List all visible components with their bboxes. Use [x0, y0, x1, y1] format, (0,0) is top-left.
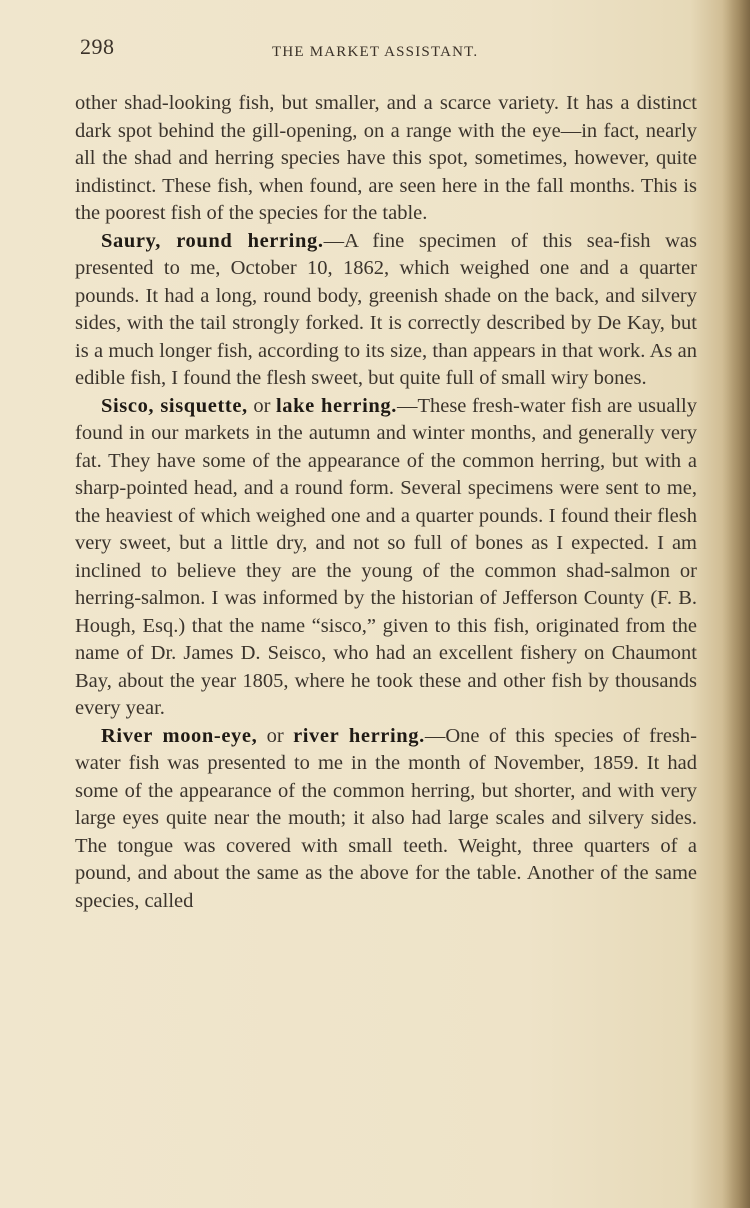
- entry-heading-alt: river herring.: [293, 724, 425, 747]
- paragraph-saury: [75, 228, 697, 393]
- paragraph-text: other shad-looking fish, but smaller, and a scarce variety. It has a distinct dark spot behind the gill-opening, on a range with the eye—in fact, nearly all the shad and herring species have this spot, sometimes, however, quite indistinct. These fish, when found, are seen here in the fall months. This is the poorest fish of the species for the table.: [75, 92, 697, 224]
- paragraph-sisco: [75, 393, 697, 723]
- page-body: [75, 90, 697, 915]
- spine-shadow: [722, 0, 750, 1208]
- page-number: 298: [80, 34, 115, 59]
- running-title: THE MARKET ASSISTANT.: [272, 44, 479, 60]
- paragraph-text: —A fine specimen of this sea-fish was presented to me, October 10, 1862, which weighed one and a quarter pounds. It had a long, round body, greenish shade on the back, and silvery sides, with the tail strongly forked. It is correctly described by De Kay, but is a much longer fish, according to its size, than appears in that work. As an edible fish, I found the flesh sweet, but quite full of small wiry bones.: [75, 229, 697, 389]
- paragraph-river-moon-eye: [75, 723, 697, 916]
- heading-separator: or: [247, 394, 276, 417]
- paragraph-text: —One of this species of fresh-water fish was presented to me in the month of November, 1859. It had some of the appearance of the common herring, but shorter, and with very large eyes quite near the mouth; it also had large scales and silvery sides. The tongue was covered with small teeth. Weight, three quarters of a pound, and about the same as the above for the table. Another of the same species, called: [75, 724, 697, 912]
- entry-heading: River moon-eye,: [101, 724, 258, 747]
- entry-heading-alt: lake herring.: [275, 394, 397, 417]
- entry-heading: Sisco, sisquette,: [101, 394, 248, 417]
- paragraph-shad-continuation: [75, 90, 697, 228]
- page-header: [80, 34, 700, 64]
- paragraph-text: —These fresh-water fish are usually found in our markets in the autumn and winter months, and generally very fat. They have some of the appearance of the common herring, but with a sharp-pointed head, and a round form. Several specimens were sent to me, the heaviest of which weighed one and a quarter pounds. I found their flesh very sweet, but a little dry, and not so full of bones as I expected. I am inclined to believe they are the young of the common shad-salmon or herring-salmon. I was informed by the historian of Jefferson County (F. B. Hough, Esq.) that the name “sisco,” given to this fish, originated from the name of Dr. James D. Seisco, who had an excellent fishery on Chaumont Bay, about the year 1805, where he took these and other fish by thousands every year.: [75, 394, 697, 719]
- heading-separator: or: [257, 724, 294, 747]
- entry-heading: Saury, round herring.: [101, 229, 324, 252]
